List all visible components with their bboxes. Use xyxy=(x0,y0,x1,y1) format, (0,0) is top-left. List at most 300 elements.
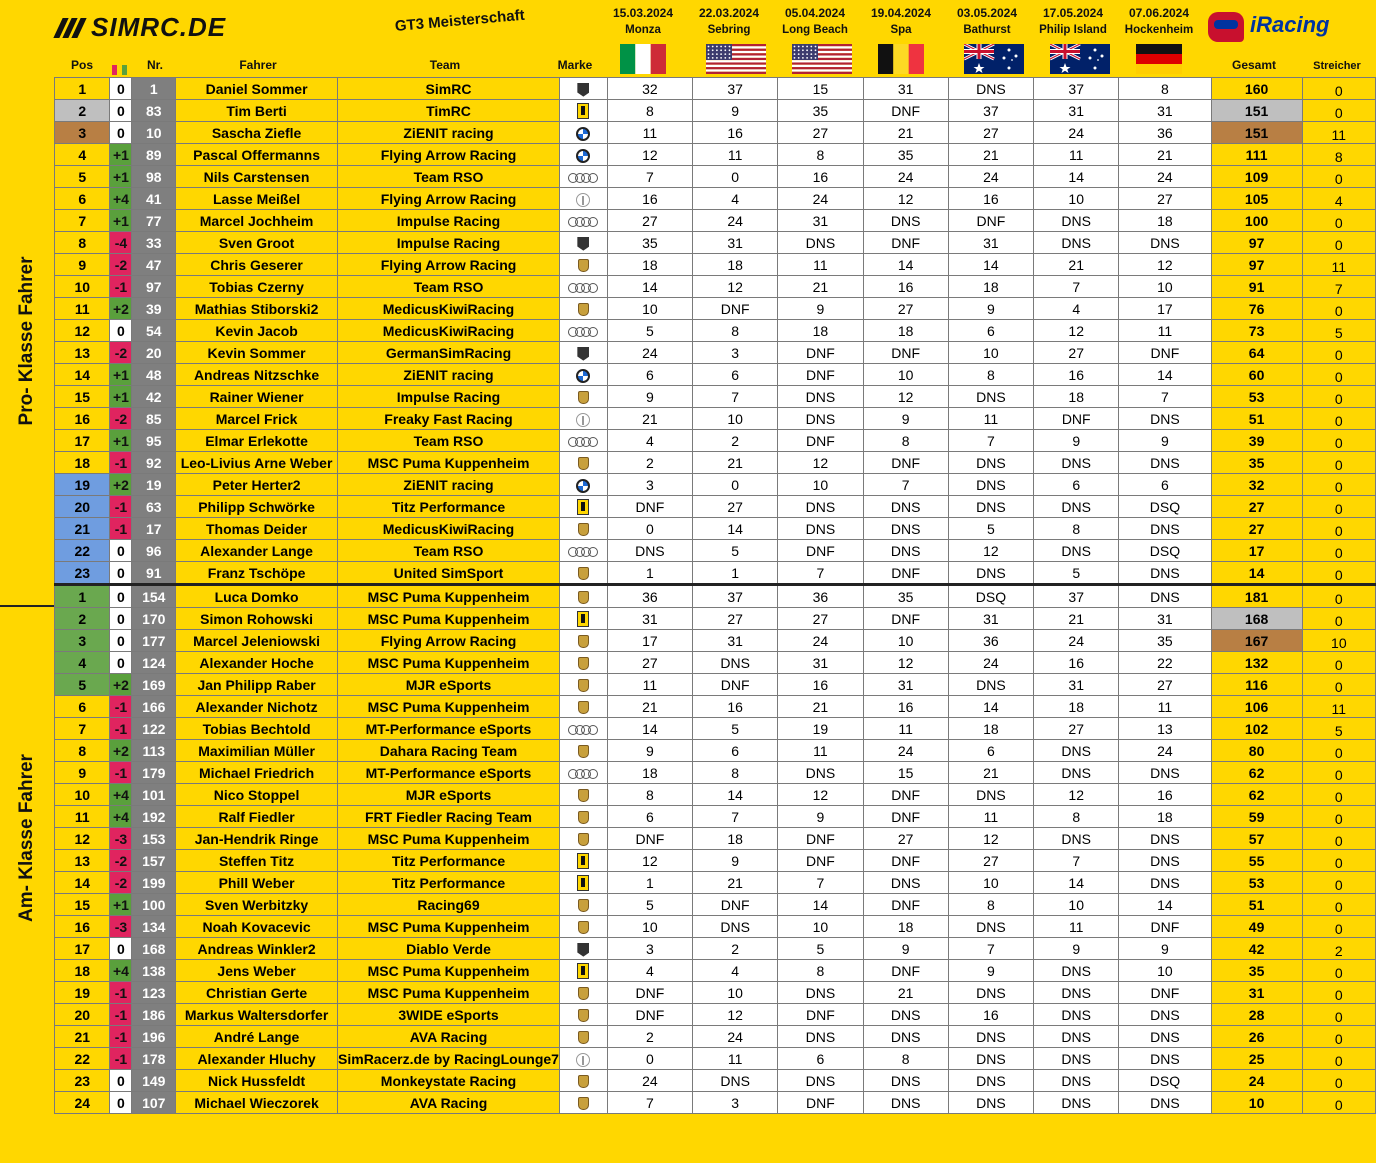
race-result: DSQ xyxy=(1119,1070,1211,1092)
team-name: Team RSO xyxy=(338,430,560,452)
race-result: 21 xyxy=(693,452,778,474)
team-name: ZiENIT racing xyxy=(338,364,560,386)
race-result: DNF xyxy=(863,960,948,982)
car-number: 186 xyxy=(132,1004,176,1026)
italy-flag xyxy=(620,44,666,74)
total-points: 14 xyxy=(1211,562,1302,585)
strike-points: 0 xyxy=(1302,1070,1375,1092)
team-name: Impulse Racing xyxy=(338,232,560,254)
audi-icon xyxy=(568,437,598,447)
race-result: DNF xyxy=(778,1004,863,1026)
race-result: 37 xyxy=(1034,585,1119,608)
race-result: 37 xyxy=(1034,78,1119,100)
race-result: DNF xyxy=(863,342,948,364)
brand-cell xyxy=(559,1092,607,1114)
brand-cell xyxy=(559,608,607,630)
race-result: DNS xyxy=(1034,210,1119,232)
race-result: 18 xyxy=(693,254,778,276)
race-result: 14 xyxy=(863,254,948,276)
total-points: 35 xyxy=(1211,960,1302,982)
brand-cell xyxy=(559,232,607,254)
driver-name: Nico Stoppel xyxy=(176,784,338,806)
strike-points: 11 xyxy=(1302,696,1375,718)
race-result: 21 xyxy=(863,122,948,144)
position-change: -1 xyxy=(110,518,132,540)
race-result: DNS xyxy=(948,674,1033,696)
position: 11 xyxy=(55,806,110,828)
race-result: 7 xyxy=(863,474,948,496)
race-result: 8 xyxy=(948,364,1033,386)
race-result: DNS xyxy=(1034,452,1119,474)
driver-name: André Lange xyxy=(176,1026,338,1048)
car-number: 83 xyxy=(132,100,176,122)
position: 21 xyxy=(55,1026,110,1048)
bmw-icon xyxy=(576,149,590,163)
race-header xyxy=(1116,4,1202,38)
car-number: 100 xyxy=(132,894,176,916)
race-result: 27 xyxy=(863,828,948,850)
total-points: 132 xyxy=(1211,652,1302,674)
position: 12 xyxy=(55,320,110,342)
position-change: 0 xyxy=(110,652,132,674)
race-result: DNS xyxy=(948,1048,1033,1070)
car-number: 196 xyxy=(132,1026,176,1048)
race-result: 21 xyxy=(948,762,1033,784)
race-result: 11 xyxy=(1119,696,1211,718)
race-result: 0 xyxy=(607,518,692,540)
driver-name: Markus Waltersdorfer xyxy=(176,1004,338,1026)
standings-row xyxy=(55,696,1376,718)
ferrari-icon xyxy=(577,499,589,515)
race-result: DNF xyxy=(863,608,948,630)
porsche-icon xyxy=(578,679,589,692)
race-result: 18 xyxy=(693,828,778,850)
race-result: DNS xyxy=(1034,762,1119,784)
race-result: 27 xyxy=(1119,674,1211,696)
position: 20 xyxy=(55,496,110,518)
race-result: 24 xyxy=(607,1070,692,1092)
strike-points: 0 xyxy=(1302,210,1375,232)
race-result: 27 xyxy=(948,122,1033,144)
race-result: 10 xyxy=(863,364,948,386)
race-result: 9 xyxy=(607,740,692,762)
race-result: 4 xyxy=(607,960,692,982)
brand-cell xyxy=(559,850,607,872)
total-points: 53 xyxy=(1211,386,1302,408)
standings-row xyxy=(55,386,1376,408)
strike-points: 5 xyxy=(1302,320,1375,342)
strike-points: 0 xyxy=(1302,100,1375,122)
bmw-icon xyxy=(576,479,590,493)
brand-cell xyxy=(559,562,607,585)
driver-name: Andreas Winkler2 xyxy=(176,938,338,960)
logo-text: SIMRC.DE xyxy=(91,12,227,42)
race-result: DNS xyxy=(778,1026,863,1048)
race-result: DNS xyxy=(948,78,1033,100)
total-points: 91 xyxy=(1211,276,1302,298)
race-result: 14 xyxy=(607,718,692,740)
driver-name: Christian Gerte xyxy=(176,982,338,1004)
race-result: 31 xyxy=(948,232,1033,254)
brand-cell xyxy=(559,585,607,608)
standings-row xyxy=(55,740,1376,762)
col-header-total: Gesamt xyxy=(1231,58,1277,72)
race-result: DNS xyxy=(778,386,863,408)
race-result: 3 xyxy=(693,1092,778,1114)
race-result: DNS xyxy=(948,1092,1033,1114)
brand-cell xyxy=(559,784,607,806)
race-result: 9 xyxy=(1034,430,1119,452)
total-points: 59 xyxy=(1211,806,1302,828)
team-name: Racing69 xyxy=(338,894,560,916)
position-change: 0 xyxy=(110,100,132,122)
audi-icon xyxy=(568,327,598,337)
brand-cell xyxy=(559,872,607,894)
porsche-icon xyxy=(578,523,589,536)
race-result: DNS xyxy=(1034,1070,1119,1092)
race-result: DNS xyxy=(948,1026,1033,1048)
position: 10 xyxy=(55,784,110,806)
race-result: 8 xyxy=(863,430,948,452)
team-name: Titz Performance xyxy=(338,872,560,894)
driver-name: Kevin Sommer xyxy=(176,342,338,364)
race-result: 2 xyxy=(693,430,778,452)
position: 7 xyxy=(55,210,110,232)
porsche-icon xyxy=(578,391,589,404)
strike-points: 0 xyxy=(1302,982,1375,1004)
standings-row xyxy=(55,916,1376,938)
total-points: 181 xyxy=(1211,585,1302,608)
race-result: DNS xyxy=(948,562,1033,585)
position: 14 xyxy=(55,872,110,894)
race-result: 14 xyxy=(778,894,863,916)
standings-row xyxy=(55,276,1376,298)
race-result: 12 xyxy=(1034,320,1119,342)
race-result: DNS xyxy=(863,1092,948,1114)
brand-cell xyxy=(559,342,607,364)
team-name: MedicusKiwiRacing xyxy=(338,298,560,320)
race-result: 21 xyxy=(778,276,863,298)
strike-points: 0 xyxy=(1302,474,1375,496)
brand-cell xyxy=(559,166,607,188)
race-result: 6 xyxy=(607,364,692,386)
race-result: 6 xyxy=(693,364,778,386)
position: 5 xyxy=(55,674,110,696)
race-result: DNS xyxy=(1119,518,1211,540)
team-name: MT-Performance eSports xyxy=(338,718,560,740)
race-result: DNS xyxy=(1119,408,1211,430)
position: 5 xyxy=(55,166,110,188)
position-change: 0 xyxy=(110,630,132,652)
team-name: MedicusKiwiRacing xyxy=(338,518,560,540)
team-name: MSC Puma Kuppenheim xyxy=(338,960,560,982)
driver-name: Kevin Jacob xyxy=(176,320,338,342)
race-result: DNS xyxy=(1034,1004,1119,1026)
brand-cell xyxy=(559,1048,607,1070)
race-result: DNS xyxy=(863,210,948,232)
strike-points: 0 xyxy=(1302,1048,1375,1070)
race-result: DNS xyxy=(863,1004,948,1026)
col-header-nr: Nr. xyxy=(146,58,163,72)
driver-name: Sascha Ziefle xyxy=(176,122,338,144)
race-result: 31 xyxy=(778,210,863,232)
race-result: 12 xyxy=(863,386,948,408)
race-result: 14 xyxy=(693,784,778,806)
total-points: 28 xyxy=(1211,1004,1302,1026)
race-result: 18 xyxy=(1034,696,1119,718)
strike-points: 0 xyxy=(1302,430,1375,452)
position: 21 xyxy=(55,518,110,540)
race-result: 24 xyxy=(1034,630,1119,652)
race-result: 8 xyxy=(693,320,778,342)
total-points: 35 xyxy=(1211,452,1302,474)
race-date: 15.03.2024 xyxy=(612,6,674,20)
team-name: AVA Racing xyxy=(338,1026,560,1048)
standings-row xyxy=(55,408,1376,430)
strike-points: 0 xyxy=(1302,608,1375,630)
porsche-icon xyxy=(578,811,589,824)
race-result: 16 xyxy=(1119,784,1211,806)
position: 18 xyxy=(55,452,110,474)
porsche-icon xyxy=(578,1031,589,1044)
race-result: DNF xyxy=(863,806,948,828)
strike-points: 0 xyxy=(1302,872,1375,894)
race-result: 10 xyxy=(1034,894,1119,916)
total-points: 64 xyxy=(1211,342,1302,364)
race-result: 7 xyxy=(778,872,863,894)
car-number: 96 xyxy=(132,540,176,562)
race-result: 2 xyxy=(693,938,778,960)
brand-cell xyxy=(559,740,607,762)
race-result: DNS xyxy=(1119,1048,1211,1070)
team-name: MJR eSports xyxy=(338,784,560,806)
race-result: 11 xyxy=(607,674,692,696)
race-result: 16 xyxy=(948,188,1033,210)
race-result: 12 xyxy=(863,652,948,674)
strike-points: 0 xyxy=(1302,585,1375,608)
position: 12 xyxy=(55,828,110,850)
position-change: 0 xyxy=(110,320,132,342)
porsche-icon xyxy=(578,567,589,580)
race-result: DNF xyxy=(607,1004,692,1026)
race-result: 5 xyxy=(948,518,1033,540)
driver-name: Andreas Nitzschke xyxy=(176,364,338,386)
car-number: 170 xyxy=(132,608,176,630)
position: 3 xyxy=(55,630,110,652)
header xyxy=(0,0,1376,78)
brand-cell xyxy=(559,982,607,1004)
position: 16 xyxy=(55,408,110,430)
race-result: 18 xyxy=(1119,806,1211,828)
position-change: -1 xyxy=(110,496,132,518)
standings-row xyxy=(55,828,1376,850)
standings-row xyxy=(55,166,1376,188)
driver-name: Jan Philipp Raber xyxy=(176,674,338,696)
strike-points: 0 xyxy=(1302,78,1375,100)
position: 20 xyxy=(55,1004,110,1026)
position: 6 xyxy=(55,696,110,718)
race-result: 31 xyxy=(1034,674,1119,696)
race-result: DNF xyxy=(1034,408,1119,430)
standings-row xyxy=(55,364,1376,386)
race-result: 21 xyxy=(863,982,948,1004)
total-points: 97 xyxy=(1211,254,1302,276)
car-number: 10 xyxy=(132,122,176,144)
race-result: 5 xyxy=(693,540,778,562)
race-result: DNS xyxy=(1119,828,1211,850)
race-result: DNF xyxy=(778,342,863,364)
race-result: 14 xyxy=(1119,364,1211,386)
race-result: 31 xyxy=(693,630,778,652)
car-number: 138 xyxy=(132,960,176,982)
race-result: DNS xyxy=(693,1070,778,1092)
race-result: DNS xyxy=(1119,232,1211,254)
team-name: Freaky Fast Racing xyxy=(338,408,560,430)
race-result: 31 xyxy=(948,608,1033,630)
race-result: 0 xyxy=(693,166,778,188)
race-result: 11 xyxy=(778,254,863,276)
total-points: 31 xyxy=(1211,982,1302,1004)
race-result: 8 xyxy=(778,144,863,166)
position: 17 xyxy=(55,430,110,452)
race-result: 11 xyxy=(1119,320,1211,342)
position: 1 xyxy=(55,78,110,100)
audi-icon xyxy=(568,769,598,779)
race-result: DNS xyxy=(693,916,778,938)
position: 17 xyxy=(55,938,110,960)
strike-points: 4 xyxy=(1302,188,1375,210)
driver-name: Ralf Fiedler xyxy=(176,806,338,828)
audi-icon xyxy=(568,283,598,293)
race-date: 19.04.2024 xyxy=(870,6,932,20)
mercedes-icon xyxy=(576,1053,590,1067)
position-change: 0 xyxy=(110,78,132,100)
brand-cell xyxy=(559,452,607,474)
team-name: Team RSO xyxy=(338,540,560,562)
race-result: 36 xyxy=(1119,122,1211,144)
position: 19 xyxy=(55,474,110,496)
team-name: Monkeystate Racing xyxy=(338,1070,560,1092)
race-result: DNS xyxy=(948,784,1033,806)
car-number: 199 xyxy=(132,872,176,894)
car-number: 63 xyxy=(132,496,176,518)
race-result: 31 xyxy=(693,232,778,254)
race-result: DNS xyxy=(1034,232,1119,254)
position-change: 0 xyxy=(110,540,132,562)
car-number: 39 xyxy=(132,298,176,320)
ferrari-icon xyxy=(577,853,589,869)
race-result: 17 xyxy=(1119,298,1211,320)
race-result: 14 xyxy=(1034,166,1119,188)
position-change: -2 xyxy=(110,254,132,276)
total-points: 76 xyxy=(1211,298,1302,320)
brand-cell xyxy=(559,718,607,740)
race-result: 27 xyxy=(948,850,1033,872)
race-result: 9 xyxy=(948,960,1033,982)
car-number: 122 xyxy=(132,718,176,740)
race-result: DNS xyxy=(948,982,1033,1004)
driver-name: Alexander Hoche xyxy=(176,652,338,674)
race-result: 24 xyxy=(1119,740,1211,762)
race-result: DNF xyxy=(607,828,692,850)
total-points: 53 xyxy=(1211,872,1302,894)
race-result: 14 xyxy=(607,276,692,298)
team-name: Titz Performance xyxy=(338,850,560,872)
race-result: 8 xyxy=(948,894,1033,916)
driver-name: Sven Werbitzky xyxy=(176,894,338,916)
race-result: 37 xyxy=(948,100,1033,122)
mercedes-icon xyxy=(576,193,590,207)
race-result: DNF xyxy=(863,452,948,474)
team-name: TimRC xyxy=(338,100,560,122)
race-result: 11 xyxy=(1034,144,1119,166)
position-change: -1 xyxy=(110,1004,132,1026)
total-points: 105 xyxy=(1211,188,1302,210)
driver-name: Phill Weber xyxy=(176,872,338,894)
team-name: MSC Puma Kuppenheim xyxy=(338,452,560,474)
race-result: DNS xyxy=(948,474,1033,496)
porsche-icon xyxy=(578,303,589,316)
race-header xyxy=(858,4,944,38)
race-result: DNS xyxy=(1034,828,1119,850)
race-result: 24 xyxy=(693,1026,778,1048)
race-result: 8 xyxy=(607,784,692,806)
position: 6 xyxy=(55,188,110,210)
race-result: 16 xyxy=(778,166,863,188)
team-name: 3WIDE eSports xyxy=(338,1004,560,1026)
driver-name: Leo-Livius Arne Weber xyxy=(176,452,338,474)
race-result: 24 xyxy=(778,188,863,210)
position-change: -1 xyxy=(110,1026,132,1048)
race-result: 12 xyxy=(863,188,948,210)
driver-name: Maximilian Müller xyxy=(176,740,338,762)
total-points: 97 xyxy=(1211,232,1302,254)
race-result: DNS xyxy=(863,518,948,540)
standings-row xyxy=(55,850,1376,872)
lamborghini-icon xyxy=(577,237,589,251)
audi-icon xyxy=(568,725,598,735)
race-result: 7 xyxy=(693,386,778,408)
strike-points: 10 xyxy=(1302,630,1375,652)
race-result: DNS xyxy=(863,496,948,518)
brand-cell xyxy=(559,122,607,144)
position-change: 0 xyxy=(110,1070,132,1092)
position: 9 xyxy=(55,762,110,784)
driver-name: Alexander Nichotz xyxy=(176,696,338,718)
race-result: 9 xyxy=(1119,938,1211,960)
col-header-pos: Pos xyxy=(70,58,93,72)
race-result: 11 xyxy=(1034,916,1119,938)
race-track: Philip Island xyxy=(1039,24,1107,36)
race-result: 6 xyxy=(948,320,1033,342)
strike-points: 0 xyxy=(1302,540,1375,562)
team-name: MSC Puma Kuppenheim xyxy=(338,828,560,850)
race-result: DNF xyxy=(607,982,692,1004)
race-result: 32 xyxy=(607,78,692,100)
brand-cell xyxy=(559,276,607,298)
position-change: +2 xyxy=(110,298,132,320)
race-result: 9 xyxy=(693,100,778,122)
race-track: Sebring xyxy=(707,24,751,36)
race-result: 24 xyxy=(693,210,778,232)
race-result: 3 xyxy=(693,342,778,364)
strike-points: 0 xyxy=(1302,784,1375,806)
position: 10 xyxy=(55,276,110,298)
driver-name: Mathias Stiborski2 xyxy=(176,298,338,320)
race-header xyxy=(600,4,686,38)
standings-row xyxy=(55,982,1376,1004)
position: 4 xyxy=(55,144,110,166)
